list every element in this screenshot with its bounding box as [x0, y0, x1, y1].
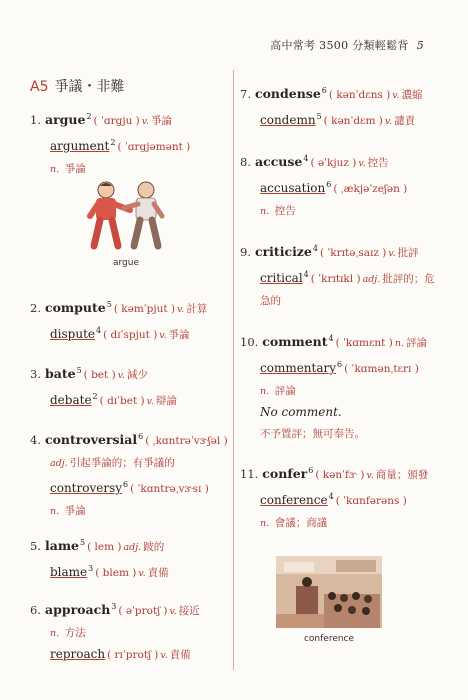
illustration-caption: argue: [112, 258, 139, 268]
headword: confer: [262, 465, 308, 481]
entry-number: 10.: [240, 334, 259, 349]
part-of-speech: adj.: [123, 541, 142, 553]
headword: condense: [254, 85, 321, 101]
headword: comment: [262, 333, 328, 349]
level-mark: 4: [303, 269, 309, 279]
headword: accuse: [254, 153, 303, 169]
vocab-entry-confer: [240, 460, 436, 534]
entry-number: 6.: [30, 602, 41, 617]
level-mark: 4: [312, 244, 318, 253]
part-of-speech: adj.: [50, 457, 68, 469]
part-of-speech: v.: [358, 157, 366, 169]
headword: controversial: [44, 431, 138, 447]
headword: criticize: [254, 243, 312, 259]
definition: 接近: [178, 604, 200, 617]
entry-number: 7.: [240, 86, 251, 101]
definition: 譴責: [394, 114, 416, 127]
definition: 批評的；危急的: [260, 272, 435, 307]
definition: 辯論: [155, 394, 177, 407]
headword: compute: [44, 299, 106, 315]
entry-number: 1.: [30, 112, 41, 127]
level-mark: 4: [96, 325, 102, 335]
definition: 責備: [169, 648, 191, 661]
vocab-entry-compute: [30, 294, 226, 346]
level-mark: 3: [111, 602, 117, 611]
section-heading: [30, 76, 124, 96]
definition: 爭論: [64, 504, 86, 517]
related-word: controversy: [50, 480, 123, 495]
definition: 責備: [147, 566, 169, 579]
column-divider: [233, 70, 234, 670]
level-mark: 4: [328, 491, 334, 501]
part-of-speech: v.: [366, 469, 374, 481]
related-word: argument: [50, 138, 110, 153]
definition: 批評: [397, 246, 419, 259]
level-mark: 4: [303, 154, 309, 163]
pronunciation: ( rɪˈprotʃ ): [107, 648, 159, 661]
vocab-entry-accuse: [240, 148, 436, 222]
related-word: dispute: [50, 326, 96, 341]
headword: lame: [44, 537, 80, 553]
pronunciation: ( blem ): [95, 566, 137, 579]
phrase: No comment.: [260, 404, 342, 419]
definition: 爭論: [168, 328, 190, 341]
part-of-speech: v.: [160, 649, 168, 661]
pronunciation: ( dɪˈspjut ): [103, 328, 158, 341]
part-of-speech: n.: [394, 337, 404, 349]
book-title: 高中常考 3500 分類輕鬆背: [270, 39, 409, 52]
definition: 評論: [274, 384, 296, 397]
part-of-speech: adj.: [362, 273, 381, 285]
level-mark: 6: [308, 466, 314, 475]
page-number: 5: [416, 39, 424, 52]
entry-number: 9.: [240, 244, 251, 259]
part-of-speech: v.: [392, 89, 400, 101]
definition: 會議；商議: [274, 516, 328, 529]
part-of-speech: v.: [169, 605, 177, 617]
illustration-caption: conference: [303, 634, 355, 644]
part-of-speech: v.: [141, 115, 150, 127]
pronunciation: ( ˈkrɪtɪkl ): [310, 272, 361, 285]
part-of-speech: v.: [388, 247, 396, 259]
level-mark: 5: [80, 538, 86, 547]
vocab-entry-bate: [30, 360, 226, 412]
part-of-speech: n.: [50, 627, 60, 639]
definition: 爭論: [151, 114, 173, 127]
pronunciation: ( kəmˈpjut ): [113, 302, 176, 315]
part-of-speech: v.: [384, 115, 393, 127]
pronunciation: ( ˈkɑmənˌtɛrɪ ): [344, 362, 419, 375]
headword: bate: [44, 365, 76, 381]
part-of-speech: n.: [260, 385, 270, 397]
part-of-speech: v.: [117, 369, 125, 381]
pronunciation: ( kənˈdɛns ): [328, 88, 391, 101]
related-word: conference: [260, 492, 328, 507]
phrase-definition: 不予置評；無可奉告。: [260, 427, 365, 440]
level-mark: 2: [92, 391, 98, 401]
definition: 減少: [126, 368, 148, 381]
definition: 控告: [274, 204, 296, 217]
definition: 爭論: [64, 162, 86, 175]
level-mark: 6: [326, 179, 332, 189]
definition: 跛的: [143, 540, 165, 553]
level-mark: 6: [337, 359, 343, 369]
pronunciation: ( ˌækjəˈzeʃən ): [333, 182, 408, 195]
part-of-speech: v.: [146, 395, 154, 407]
related-word: critical: [260, 270, 303, 285]
pronunciation: ( dɪˈbet ): [99, 394, 145, 407]
pronunciation: ( ˌkɑntrəˈvɝʃəl ): [145, 434, 228, 447]
related-word: commentary: [260, 360, 337, 375]
pronunciation: ( kənˈdɛm ): [323, 114, 383, 127]
vocab-entry-lame: [30, 532, 226, 584]
pronunciation: ( əˈprotʃ ): [118, 604, 168, 617]
pronunciation: ( ˈkɑntrəˌvɝsɪ ): [130, 482, 209, 495]
level-mark: 4: [328, 334, 334, 343]
headword: argue: [44, 111, 86, 127]
entry-number: 3.: [30, 366, 41, 381]
pronunciation: ( kənˈfɝ ): [315, 468, 365, 481]
part-of-speech: n.: [260, 205, 270, 217]
section-code: A5: [30, 79, 49, 95]
definition: 引起爭論的；有爭議的: [69, 456, 175, 469]
entry-number: 2.: [30, 300, 41, 315]
part-of-speech: v.: [138, 567, 146, 579]
level-mark: 6: [138, 432, 144, 441]
entry-number: 5.: [30, 538, 41, 553]
pronunciation: ( lem ): [87, 540, 122, 553]
vocab-entry-argue: [30, 106, 226, 180]
section-title: 爭議・非難: [54, 79, 125, 95]
entry-number: 8.: [240, 154, 251, 169]
pronunciation: ( ˈɑrgju ): [93, 114, 140, 127]
level-mark: 3: [88, 563, 94, 573]
definition: 計算: [186, 302, 208, 315]
part-of-speech: v.: [177, 303, 185, 315]
level-mark: 2: [110, 137, 116, 147]
entry-number: 4.: [30, 432, 41, 447]
related-word: reproach: [50, 646, 106, 661]
pronunciation: ( əˈkjuz ): [310, 156, 357, 169]
definition: 商量；頒發: [375, 468, 429, 481]
arguing-men-illustration: [76, 178, 176, 254]
part-of-speech: n.: [50, 163, 60, 175]
definition: 濃縮: [401, 88, 423, 101]
level-mark: 5: [316, 111, 322, 121]
definition: 方法: [64, 626, 86, 639]
level-mark: 2: [86, 112, 92, 121]
related-word: debate: [50, 392, 92, 407]
vocab-entry-condense: [240, 80, 436, 132]
level-mark: 6: [321, 86, 327, 95]
level-mark: 5: [76, 366, 82, 375]
vocab-entry-controversial: [30, 426, 226, 522]
part-of-speech: n.: [260, 517, 270, 529]
related-word: accusation: [260, 180, 326, 195]
pronunciation: ( ˈkrɪtəˌsaɪz ): [319, 246, 387, 259]
vocab-entry-approach: [30, 596, 226, 666]
pronunciation: ( ˈkɑmɛnt ): [335, 336, 393, 349]
level-mark: 5: [106, 300, 112, 309]
vocab-entry-criticize: [240, 238, 436, 312]
pronunciation: ( ˈɑrgjəmənt ): [117, 140, 191, 153]
page-header: [270, 37, 424, 53]
conference-photo: [276, 556, 382, 628]
level-mark: 6: [123, 479, 129, 489]
entry-number: 11.: [240, 466, 259, 481]
pronunciation: ( ˈkɑnfərəns ): [335, 494, 407, 507]
part-of-speech: v.: [159, 329, 167, 341]
related-word: condemn: [260, 112, 316, 127]
definition: 控告: [367, 156, 389, 169]
vocab-entry-comment: [240, 328, 436, 445]
part-of-speech: n.: [50, 505, 60, 517]
headword: approach: [44, 601, 111, 617]
pronunciation: ( bet ): [83, 368, 116, 381]
related-word: blame: [50, 564, 88, 579]
definition: 評論: [405, 336, 427, 349]
